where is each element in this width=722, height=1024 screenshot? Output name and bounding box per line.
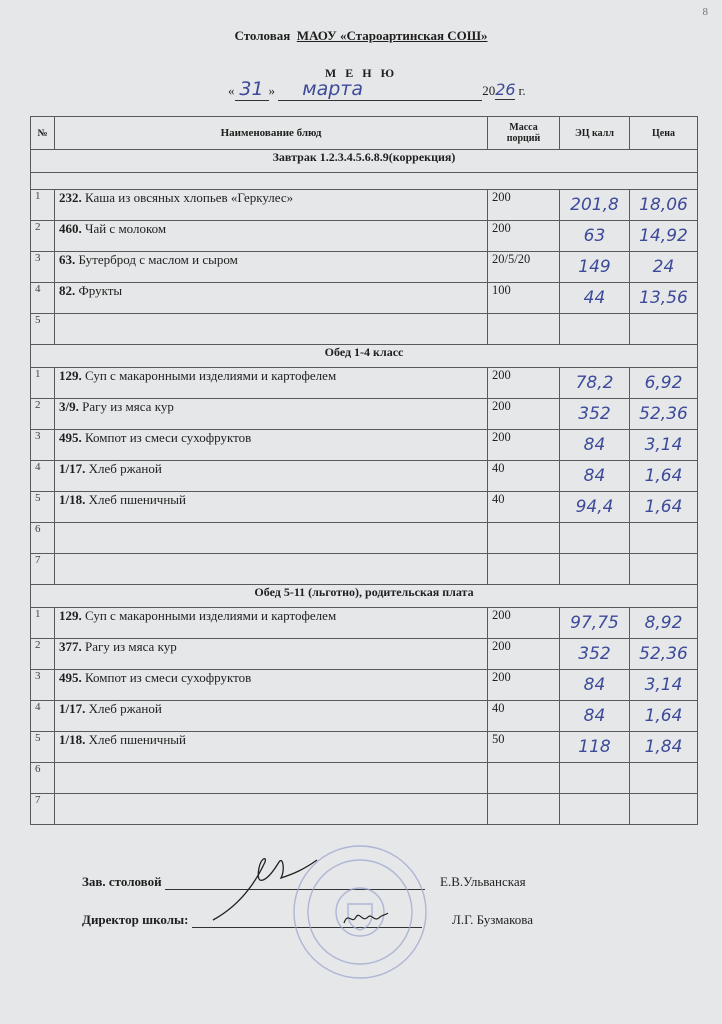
price-value: 1,64	[630, 701, 698, 732]
energy-value	[560, 314, 630, 345]
col-header-name: Наименование блюд	[55, 117, 488, 150]
recipe-code: 63.	[59, 252, 76, 267]
portion-mass	[488, 763, 560, 794]
energy-value: 97,75	[560, 608, 630, 639]
energy-value: 84	[560, 461, 630, 492]
row-number: 3	[31, 430, 55, 461]
table-row	[31, 670, 698, 701]
price-value: 3,14	[630, 670, 698, 701]
price-value: 1,64	[630, 492, 698, 523]
table-row	[31, 732, 698, 763]
row-number: 4	[31, 461, 55, 492]
price-value: 1,84	[630, 732, 698, 763]
price-value: 8,92	[630, 608, 698, 639]
table-row	[31, 523, 698, 554]
dish-title: Каша из овсяных хлопьев «Геркулес»	[81, 190, 294, 205]
dish-name	[55, 461, 488, 492]
portion-mass: 200	[488, 368, 560, 399]
row-number: 1	[31, 608, 55, 639]
energy-value: 352	[560, 639, 630, 670]
energy-value: 201,8	[560, 190, 630, 221]
table-row	[31, 639, 698, 670]
col-header-mass	[488, 117, 560, 150]
row-number: 2	[31, 221, 55, 252]
price-value: 18,06	[630, 190, 698, 221]
dish-name	[55, 670, 488, 701]
dish-name	[55, 523, 488, 554]
portion-mass: 40	[488, 461, 560, 492]
table-row	[31, 461, 698, 492]
row-number: 6	[31, 523, 55, 554]
dish-name	[55, 190, 488, 221]
table-row	[31, 794, 698, 825]
price-value: 52,36	[630, 399, 698, 430]
energy-value: 94,4	[560, 492, 630, 523]
portion-mass: 200	[488, 639, 560, 670]
row-number: 5	[31, 492, 55, 523]
table-row	[31, 608, 698, 639]
recipe-code: 1/17.	[59, 461, 86, 476]
table-header-row	[31, 117, 698, 150]
document-header	[0, 28, 722, 44]
portion-mass: 200	[488, 190, 560, 221]
portion-mass	[488, 794, 560, 825]
section-row	[31, 150, 698, 173]
organization-name: МАОУ «Староартинская СОШ»	[296, 28, 488, 43]
date-year: 26	[495, 80, 516, 99]
energy-value	[560, 763, 630, 794]
table-row	[31, 430, 698, 461]
portion-mass	[488, 523, 560, 554]
portion-mass: 40	[488, 701, 560, 732]
dish-title: Рагу из мяса кур	[78, 399, 174, 414]
energy-value	[560, 554, 630, 585]
director-signature	[340, 905, 390, 931]
recipe-code: 82.	[59, 283, 76, 298]
price-value: 3,14	[630, 430, 698, 461]
row-number: 7	[31, 794, 55, 825]
spacer-row	[31, 173, 698, 190]
director-label: Директор школы:	[82, 912, 189, 927]
portion-mass: 200	[488, 670, 560, 701]
dish-name	[55, 368, 488, 399]
dish-title: Хлеб пшеничный	[85, 732, 186, 747]
recipe-code: 232.	[59, 190, 82, 205]
row-number: 4	[31, 283, 55, 314]
menu-table	[30, 116, 698, 825]
recipe-code: 460.	[59, 221, 82, 236]
col-header-price: Цена	[630, 117, 698, 150]
table-row	[31, 399, 698, 430]
portion-mass	[488, 554, 560, 585]
portion-mass: 100	[488, 283, 560, 314]
dish-name	[55, 794, 488, 825]
row-number: 1	[31, 190, 55, 221]
table-row	[31, 763, 698, 794]
dish-name	[55, 283, 488, 314]
price-value: 14,92	[630, 221, 698, 252]
energy-value: 78,2	[560, 368, 630, 399]
date-day: 31	[235, 78, 269, 101]
portion-mass: 200	[488, 608, 560, 639]
recipe-code: 495.	[59, 430, 82, 445]
portion-mass: 200	[488, 221, 560, 252]
table-row	[31, 190, 698, 221]
price-value	[630, 554, 698, 585]
date-open-quote: «	[228, 83, 235, 98]
recipe-code: 1/17.	[59, 701, 86, 716]
table-row	[31, 314, 698, 345]
dish-name	[55, 492, 488, 523]
energy-value: 352	[560, 399, 630, 430]
row-number: 4	[31, 701, 55, 732]
energy-value: 84	[560, 430, 630, 461]
price-value: 52,36	[630, 639, 698, 670]
dish-title: Фрукты	[75, 283, 123, 298]
row-number: 3	[31, 252, 55, 283]
energy-value: 63	[560, 221, 630, 252]
dish-name	[55, 430, 488, 461]
portion-mass: 200	[488, 399, 560, 430]
canteen-head-signature	[205, 848, 325, 928]
price-value	[630, 794, 698, 825]
table-row	[31, 492, 698, 523]
row-number: 1	[31, 368, 55, 399]
dish-title: Хлеб ржаной	[85, 701, 162, 716]
recipe-code: 129.	[59, 608, 82, 623]
energy-value: 118	[560, 732, 630, 763]
col-header-energy: ЭЦ калл	[560, 117, 630, 150]
recipe-code: 377.	[59, 639, 82, 654]
price-value: 24	[630, 252, 698, 283]
dish-title: Суп с макаронными изделиями и картофелем	[81, 608, 337, 623]
recipe-code: 129.	[59, 368, 82, 383]
energy-value	[560, 523, 630, 554]
price-value	[630, 314, 698, 345]
dish-name	[55, 314, 488, 345]
portion-mass: 20/5/20	[488, 252, 560, 283]
row-number: 6	[31, 763, 55, 794]
table-row	[31, 252, 698, 283]
portion-mass	[488, 314, 560, 345]
dish-name	[55, 221, 488, 252]
energy-value: 149	[560, 252, 630, 283]
section-title: Обед 1-4 класс	[31, 345, 698, 368]
recipe-code: 3/9.	[59, 399, 79, 414]
dish-name	[55, 639, 488, 670]
portion-mass: 50	[488, 732, 560, 763]
section-title: Обед 5-11 (льготно), родительская плата	[31, 585, 698, 608]
row-number: 2	[31, 399, 55, 430]
table-row	[31, 554, 698, 585]
portion-mass: 200	[488, 430, 560, 461]
dish-name	[55, 608, 488, 639]
row-number: 5	[31, 732, 55, 763]
dish-title: Чай с молоком	[81, 221, 167, 236]
recipe-code: 495.	[59, 670, 82, 685]
table-row	[31, 368, 698, 399]
dish-name	[55, 554, 488, 585]
dish-title: Хлеб пшеничный	[85, 492, 186, 507]
price-value	[630, 763, 698, 794]
spacer-cell	[31, 173, 698, 190]
row-number: 7	[31, 554, 55, 585]
recipe-code: 1/18.	[59, 492, 86, 507]
col-header-mass-line2: порций	[506, 133, 541, 144]
director-name: Л.Г. Бузмакова	[452, 912, 534, 927]
menu-title: М Е Н Ю	[324, 66, 398, 80]
dish-name	[55, 763, 488, 794]
section-row	[31, 585, 698, 608]
energy-value: 84	[560, 701, 630, 732]
canteen-head-name: Е.В.Ульванская	[440, 874, 526, 889]
date-close-quote: »	[268, 83, 275, 98]
page-number: 8	[702, 6, 708, 18]
dish-title: Рагу из мяса кур	[81, 639, 177, 654]
header-prefix: Столовая	[234, 28, 291, 43]
table-row	[31, 701, 698, 732]
recipe-code: 1/18.	[59, 732, 86, 747]
table-row	[31, 221, 698, 252]
dish-title: Суп с макаронными изделиями и картофелем	[81, 368, 337, 383]
row-number: 2	[31, 639, 55, 670]
row-number: 5	[31, 314, 55, 345]
dish-title: Хлеб ржаной	[85, 461, 162, 476]
energy-value	[560, 794, 630, 825]
energy-value: 44	[560, 283, 630, 314]
section-title: Завтрак 1.2.3.4.5.6.8.9(коррекция)	[31, 150, 698, 173]
portion-mass: 40	[488, 492, 560, 523]
date-month: марта	[278, 78, 482, 101]
price-value: 1,64	[630, 461, 698, 492]
col-header-mass-line1: Масса	[509, 122, 538, 133]
date-year-prefix: 20	[482, 83, 496, 98]
date-year-unit: г.	[518, 83, 526, 98]
dish-title: Компот из смеси сухофруктов	[81, 670, 252, 685]
dish-name	[55, 252, 488, 283]
menu-date	[228, 78, 526, 101]
dish-name	[55, 399, 488, 430]
canteen-head-label: Зав. столовой	[82, 874, 162, 889]
row-number: 3	[31, 670, 55, 701]
section-row	[31, 345, 698, 368]
price-value: 13,56	[630, 283, 698, 314]
energy-value: 84	[560, 670, 630, 701]
dish-title: Компот из смеси сухофруктов	[81, 430, 252, 445]
price-value	[630, 523, 698, 554]
dish-name	[55, 732, 488, 763]
table-row	[31, 283, 698, 314]
col-header-num: №	[31, 117, 55, 150]
dish-title: Бутерброд с маслом и сыром	[75, 252, 238, 267]
price-value: 6,92	[630, 368, 698, 399]
dish-name	[55, 701, 488, 732]
